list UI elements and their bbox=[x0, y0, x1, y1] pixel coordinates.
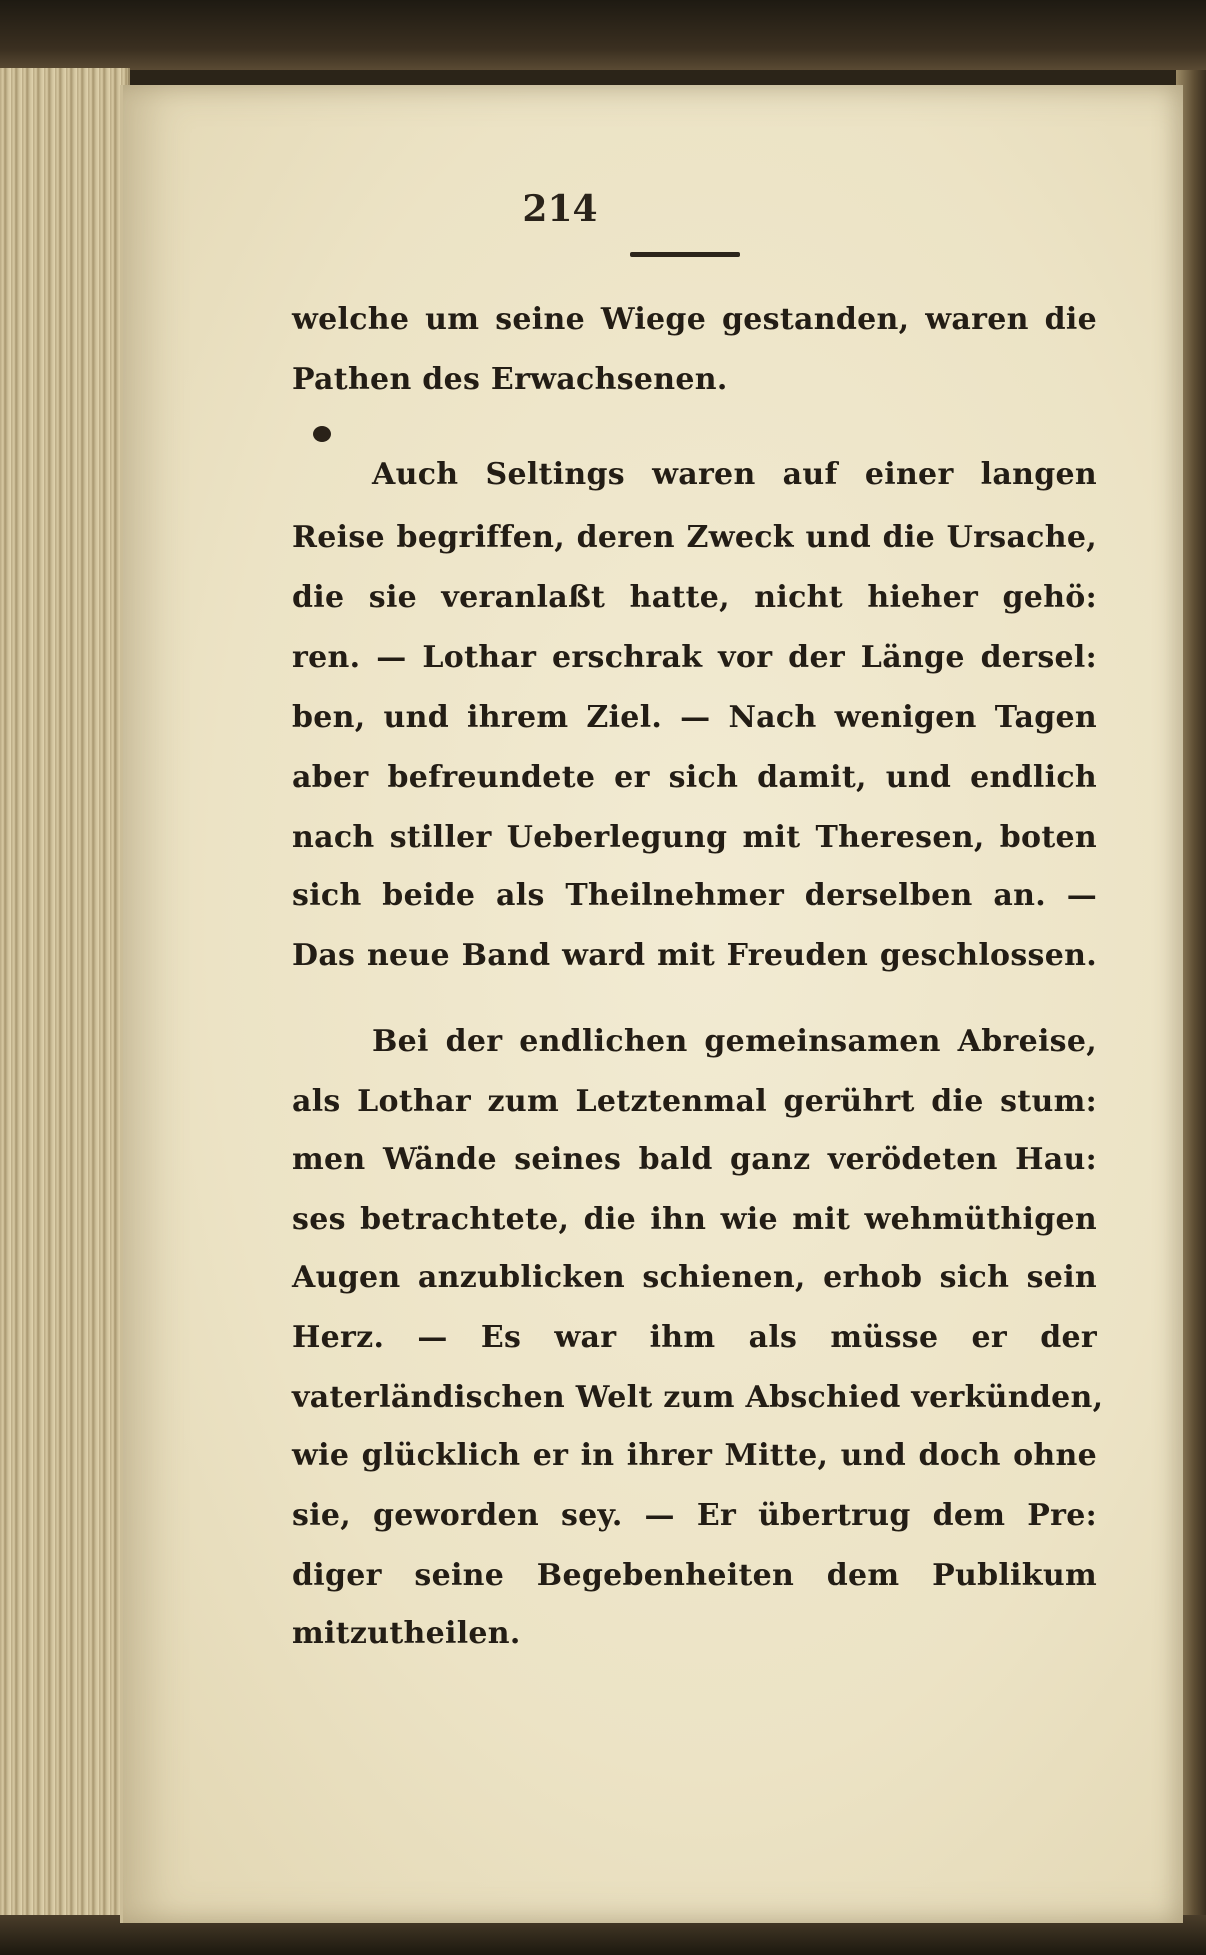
text-line: Reise begriffen, deren Zweck und die Ursache, bbox=[292, 520, 1097, 555]
text-line: diger seine Begebenheiten dem Publikum bbox=[292, 1558, 1097, 1593]
text-line: ben, und ihrem Ziel. — Nach wenigen Tagen bbox=[292, 700, 1097, 735]
text-line: ren. — Lothar erschrak vor der Länge dersel: bbox=[292, 640, 1097, 675]
text-line: men Wände seines bald ganz verödeten Hau: bbox=[292, 1142, 1097, 1177]
text-line: als Lothar zum Letztenmal gerührt die stum: bbox=[292, 1084, 1097, 1119]
text-line: sich beide als Theilnehmer derselben an. — bbox=[292, 878, 1097, 913]
text-line: Bei der endlichen gemeinsamen Abreise, bbox=[372, 1024, 1097, 1059]
page-edges bbox=[0, 68, 130, 1928]
text-line: ses betrachtete, die ihn wie mit wehmüthigen bbox=[292, 1202, 1097, 1237]
text-line: aber befreundete er sich damit, und endlich bbox=[292, 760, 1097, 795]
page-number-rule bbox=[630, 252, 740, 257]
text-line: wie glücklich er in ihrer Mitte, und doch ohne bbox=[292, 1438, 1097, 1473]
text-line: Das neue Band ward mit Freuden geschlossen. bbox=[292, 938, 1097, 973]
ink-blot bbox=[313, 426, 331, 442]
text-line: mitzutheilen. bbox=[292, 1616, 521, 1651]
page-number: 214 bbox=[522, 188, 598, 230]
text-line: die sie veranlaßt hatte, nicht hieher gehö: bbox=[292, 580, 1097, 615]
text-line: Auch Seltings waren auf einer langen bbox=[372, 457, 1097, 492]
text-line: Augen anzublicken schienen, erhob sich sein bbox=[292, 1260, 1097, 1295]
text-line: welche um seine Wiege gestanden, waren die bbox=[292, 302, 1097, 337]
text-line: vaterländischen Welt zum Abschied verkünden, bbox=[292, 1380, 1104, 1415]
background-top bbox=[0, 0, 1206, 70]
text-line: Herz. — Es war ihm als müsse er der bbox=[292, 1320, 1097, 1355]
text-line: nach stiller Ueberlegung mit Theresen, boten bbox=[292, 820, 1097, 855]
text-line: Pathen des Erwachsenen. bbox=[292, 362, 728, 397]
text-line: sie, geworden sey. — Er übertrug dem Pre: bbox=[292, 1498, 1097, 1533]
